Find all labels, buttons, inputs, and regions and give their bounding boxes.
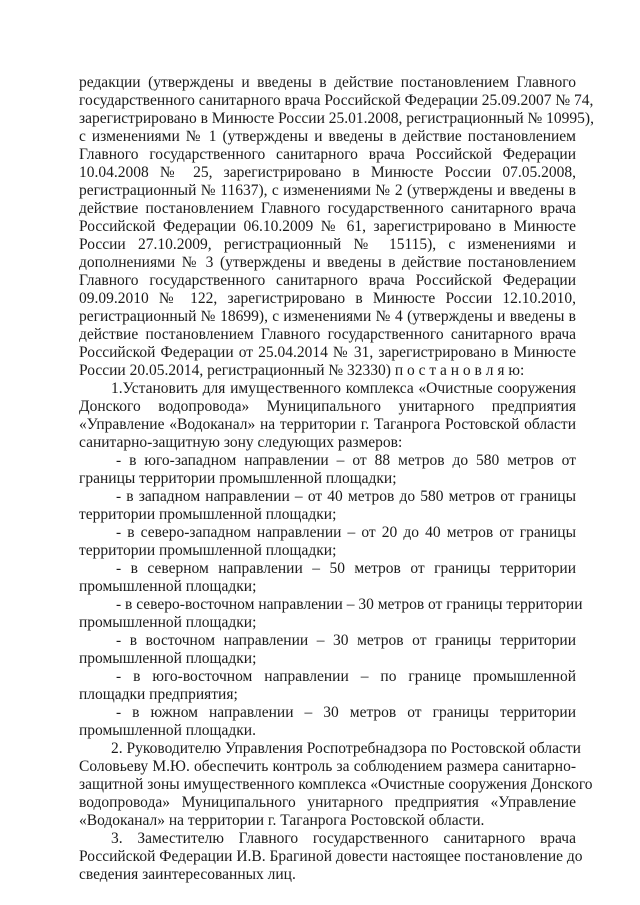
list-item-line: - в северо-восточном направлении – 30 метров от границы территории	[116, 596, 583, 613]
text-line: территории промышленной площадки;	[79, 506, 337, 523]
paragraph-1-line: 1.Установить для имущественного комплекса «Очистные сооружения	[111, 380, 576, 397]
text-line: промышленной площадки;	[79, 578, 257, 595]
text-line: водопровода» Муниципального унитарного предприятия «Управление	[79, 794, 576, 811]
text-line: площадки предприятия;	[79, 686, 238, 703]
text-line: Российской Федерации 06.10.2009 № 61, зарегистрировано в Минюсте	[79, 218, 576, 235]
list-item-line: - в юго-западном направлении – от 88 метров до 580 метров от	[116, 452, 576, 469]
list-item-line: - в южном направлении – 30 метров от границы территории	[116, 704, 576, 721]
text-line: действие постановлением Главного государственного санитарного врача	[79, 326, 576, 343]
text-line: «Водоканал» на территории г. Таганрога Ростовской области.	[79, 812, 485, 829]
text-line: регистрационный № 18699), с изменениями № 4 (утверждены и введены в	[79, 308, 576, 325]
text-line: промышленной площадки;	[79, 614, 257, 631]
list-item-line: - в западном направлении – от 40 метров до 580 метров от границы	[116, 488, 576, 505]
text-line: «Управление «Водоканал» на территории г. Таганрога Ростовской области	[79, 416, 576, 433]
text-line: с изменениями № 1 (утверждены и введены в действие постановлением	[79, 128, 576, 145]
paragraph-2-line: 2. Руководителю Управления Роспотребнадзора по Ростовской области	[111, 740, 581, 757]
text-line: Российской Федерации И.В. Брагиной довести настоящее постановление до	[79, 848, 583, 865]
paragraph-3-line: 3. Заместителю Главного государственного санитарного врача	[111, 830, 576, 847]
text-line: России 20.05.2014, регистрационный № 32330) п о с т а н о в л я ю:	[79, 362, 525, 379]
text-line: территории промышленной площадки;	[79, 542, 337, 559]
text-line: Донского водопровода» Муниципального унитарного предприятия	[79, 398, 576, 415]
text-line: границы территории промышленной площадки;	[79, 470, 397, 487]
text-line: Соловьеву М.Ю. обеспечить контроль за соблюдением размера санитарно-	[79, 758, 576, 775]
text-line: Главного государственного санитарного врача Российской Федерации	[79, 272, 576, 289]
text-line: редакции (утверждены и введены в действие постановлением Главного	[79, 74, 576, 91]
text-line: 10.04.2008 № 25, зарегистрировано в Минюсте России 07.05.2008,	[79, 164, 576, 181]
list-item-line: - в северо-западном направлении – от 20 до 40 метров от границы	[116, 524, 576, 541]
text-line: защитной зоны имущественного комплекса «Очистные сооружения Донского	[79, 776, 593, 793]
list-item-line: - в восточном направлении – 30 метров от границы территории	[116, 632, 576, 649]
list-item-line: - в юго-восточном направлении – по границе промышленной	[116, 668, 576, 685]
list-item-line: - в северном направлении – 50 метров от границы территории	[116, 560, 576, 577]
text-line: действие постановлением Главного государственного санитарного врача	[79, 200, 576, 217]
text-line: Российской Федерации от 25.04.2014 № 31, зарегистрировано в Минюсте	[79, 344, 576, 361]
text-line: промышленной площадки.	[79, 722, 256, 739]
text-line: государственного санитарного врача Российской Федерации 25.09.2007 № 74,	[79, 92, 594, 109]
text-line: 09.09.2010 № 122, зарегистрировано в Минюсте России 12.10.2010,	[79, 290, 576, 307]
text-line: Главного государственного санитарного врача Российской Федерации	[79, 146, 576, 163]
text-line: дополнениями № 3 (утверждены и введены в действие постановлением	[79, 254, 576, 271]
text-line: России 27.10.2009, регистрационный № 15115), с изменениями и	[79, 236, 576, 253]
text-line: промышленной площадки;	[79, 650, 257, 667]
text-line: санитарно-защитную зону следующих размеров:	[79, 434, 403, 451]
text-line: зарегистрировано в Минюсте России 25.01.2008, регистрационный № 10995),	[79, 110, 594, 127]
text-line: сведения заинтересованных лиц.	[79, 866, 296, 883]
text-line: регистрационный № 11637), с изменениями № 2 (утверждены и введены в	[79, 182, 576, 199]
